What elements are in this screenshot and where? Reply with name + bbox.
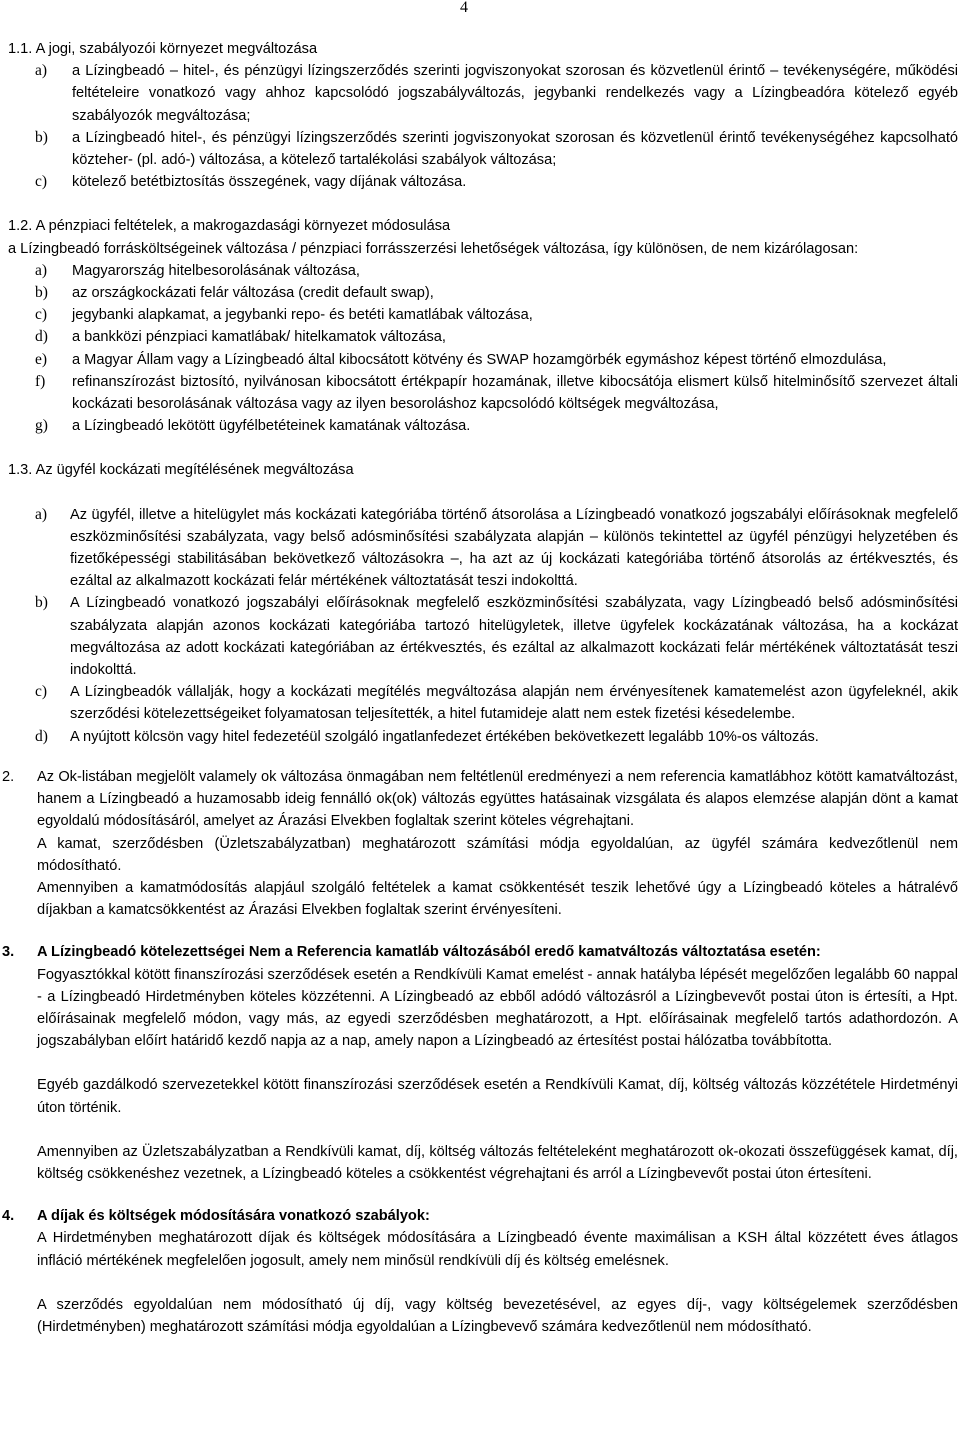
list-item [0, 415, 960, 437]
item-label: c) [35, 306, 48, 324]
item-label: a) [35, 62, 48, 80]
paragraph: A Hirdetményben meghatározott díjak és költségek módosítására a Lízingbeadó évente maximálisan a KSH által közzétett éves átlagos infláció mértékének megfelelően jogosult, amely nem minősül rendkívüli díj és költség emelésnek. [37, 1230, 958, 1269]
document-body [0, 38, 960, 1338]
section-1-2-list [0, 260, 960, 438]
list-item [0, 282, 960, 304]
paragraph: A szerződés egyoldalúan nem módosítható új díj, vagy költség bevezetésével, az egyes díj-, vagy költségelemek szerződésben (Hirdetményben) meghatározott számítási módja egyoldalúan a Lízingbevevő számára kedvezőtlenül nem módosítható. [37, 1296, 958, 1335]
list-item [0, 726, 960, 748]
paragraph: A kamat, szerződésben (Üzletszabályzatban) meghatározott számítási módja egyoldalúan, az ügyfél számára kedvezőtlenül nem módosítható. [37, 835, 958, 874]
list-item [0, 260, 960, 282]
section-1-1-heading: 1.1. A jogi, szabályozói környezet megváltozása [8, 41, 318, 57]
item-text: a Lízingbeadó lekötött ügyfélbetéteinek kamatának változása. [72, 418, 471, 435]
item-text: az országkockázati felár változása (credit default swap), [72, 285, 434, 302]
item-label: g) [35, 417, 48, 435]
item-text: A Lízingbeadók vállalják, hogy a kockázati megítélés megváltozása alapján nem érvényesítenek kamatemelést azon ügyfeleknél, akik szerződési kötelezettségeiket folyamatosan teljesítették, a hitel futamideje alatt nem estek fizetési késedelembe. [70, 684, 958, 723]
item-label: b) [35, 594, 48, 612]
section-title: A Lízingbeadó kötelezettségei Nem a Referencia kamatláb változásából eredő kamatváltozás változtatása esetén: [37, 944, 821, 961]
paragraph: Amennyiben a kamatmódosítás alapjául szolgáló feltételek a kamat csökkentését teszik lehetővé úgy a Lízingbeadó köteles a hátralévő díjakban a kamatcsökkentést az Árazási Elvekben foglaltak szerint érvényesíteni. [37, 879, 958, 919]
list-item [0, 681, 960, 725]
item-label: a) [35, 261, 48, 279]
section-1-3-list [0, 504, 960, 748]
item-label: f) [35, 372, 46, 390]
item-text: a Lízingbeadó hitel-, és pénzügyi lízingszerződés szerinti jogviszonyokat szorosan és közvetlenül érintő tevékenységéhez kapcsolható közteher- (pl. adó-) változása, a kötelező tartalékolási szabályok változása; [72, 129, 958, 169]
list-item [0, 371, 960, 415]
section-2 [0, 766, 960, 921]
section-number: 3. [2, 944, 15, 961]
item-label: a) [35, 505, 48, 523]
paragraph: Egyéb gazdálkodó szervezetekkel kötött finanszírozási szerződések esetén a Rendkívüli Kamat, díj, költség változás közzététele Hirdetményi úton történik. [37, 1077, 958, 1116]
item-text: A nyújtott kölcsön vagy hitel fedezetéül szolgáló ingatlanfedezet értékében bekövetkezett legalább 10%-os változás. [70, 728, 819, 745]
item-text: A Lízingbeadó vonatkozó jogszabályi előírásoknak megfelelő eszközminősítési szabályzata, vagy Lízingbeadó belső adósminősítési szabályzata alapján azonos kockázati kategóriába tartozó hitelügyletek, illetve ügyfelek kockázatának változása, ha a kockázat megváltozása az adott kockázati kategóriában az értékvesztés, és ezáltal az alkalmazott kockázati felár mértékének változtatását teszi indokolttá. [70, 595, 958, 679]
item-text: Magyarország hitelbesorolásának változása, [72, 262, 360, 279]
paragraph: Amennyiben az Üzletszabályzatban a Rendkívüli kamat, díj, költség változás feltételeként meghatározott ok-okozati összefüggések kamat, díj, költség csökkenéshez vezetnek, a Lízingbeadó köteles a csökkentést végrehajtani és arról a Lízingbevevőt postai úton értesíteni. [37, 1143, 958, 1182]
item-text: jegybanki alapkamat, a jegybanki repo- és betéti kamatlábak változása, [72, 307, 533, 324]
list-item [0, 171, 960, 193]
section-1-2-heading: 1.2. A pénzpiaci feltételek, a makrogazdasági környezet módosulása [8, 218, 451, 235]
paragraph: Az Ok-listában megjelölt valamely ok változása önmagában nem feltétlenül eredményezi a nem referencia kamatlábhoz kötött kamatváltozást, hanem a Lízingbeadó a huzamosabb ideig fennálló ok(ok) változás együttes hatásainak vizsgálata és alapos elemzése alapján dönt a kamat egyoldalú módosításáról, amelyet az Árazási Elvekben foglaltak szerint köteles végrehajtani. [37, 768, 958, 830]
item-label: b) [35, 284, 48, 302]
paragraph: Fogyasztókkal kötött finanszírozási szerződések esetén a Rendkívüli Kamat emelést - annak hatályba lépését megelőzően legalább 60 nappal - a Lízingbeadó Hirdetményben köteles közzétenni. A Lízingbeadó az ebből adódó változásról a Lízingbevevőt postai úton is értesíti, a Hpt. előírásainak megfelelő módon, vagy más, az egyedi szerződésben meghatározott, a Hpt. előírásainak megfelelő tartós adathordozón. A jogszabályban előírt határidő kezdő napja az a nap, amely napon a Lízingbeadó az értesítést postai hálózatba továbbította. [37, 966, 958, 1050]
section-4 [0, 1205, 960, 1338]
section-1-1-list [0, 60, 960, 193]
item-text: a Lízingbeadó – hitel-, és pénzügyi lízingszerződés szerinti jogviszonyokat szorosan és közvetlenül érintő – tevékenységére, működési feltételeire vonatkozó vagy ahhoz kapcsolódó jogszabályváltozás, jegybanki rendelkezés vagy a Lízingbeadóra kötelező egyéb szabályozók megváltozása; [72, 63, 958, 124]
item-text: kötelező betétbiztosítás összegének, vagy díjának változása. [72, 174, 467, 191]
item-label: c) [35, 683, 48, 701]
section-number: 4. [2, 1208, 15, 1225]
section-title: A díjak és költségek módosítására vonatkozó szabályok: [37, 1208, 430, 1225]
page-number: 4 [460, 0, 468, 16]
section-1-2-intro: a Lízingbeadó forrásköltségeinek változása / pénzpiaci forrásszerzési lehetőségek változása, így különösen, de nem kizárólagosan: [8, 240, 859, 257]
item-text: a bankközi pénzpiaci kamatlábak/ hitelkamatok változása, [72, 329, 446, 346]
item-text: Az ügyfél, illetve a hitelügylet más kockázati kategóriába történő átsorolása a Lízingbeadó vonatkozó jogszabályi előírásoknak megfelelő eszközminősítési szabályzata, vagy belső adósminősítési szabályzata alapján – különös tekintettel az ügyfél pénzügyi helyzetében és fizetőképességi stabilitásában bekövetkező változásokra –, ha azt az új kockázati kategóriába történő átsorolás az értékvesztés, és ezáltal az alkalmazott kockázati felár mértékének változtatását teszi indokolttá. [70, 506, 958, 590]
list-item [0, 60, 960, 127]
list-item [0, 304, 960, 326]
item-label: d) [35, 328, 48, 346]
item-label: d) [35, 727, 48, 745]
item-label: c) [35, 173, 48, 191]
section-1-3-heading: 1.3. Az ügyfél kockázati megítélésének megváltozása [8, 462, 354, 479]
list-item [0, 349, 960, 371]
section-number: 2. [2, 768, 15, 785]
list-item [0, 504, 960, 593]
item-text: refinanszírozást biztosító, nyilvánosan kibocsátott értékpapír hozamának, illetve kibocsátója elismert külső hitelminősítő szervezet általi kockázati besorolásának változása vagy az ilyen besoroláshoz kapcsolódó költségek megváltozása, [72, 373, 958, 413]
section-3 [0, 941, 960, 1185]
item-text: a Magyar Állam vagy a Lízingbeadó által kibocsátott kötvény és SWAP hozamgörbék egymáshoz képest történő elmozdulása, [72, 351, 887, 368]
item-label: b) [35, 128, 48, 146]
list-item [0, 592, 960, 681]
list-item [0, 326, 960, 348]
item-label: e) [35, 350, 48, 368]
list-item [0, 127, 960, 171]
